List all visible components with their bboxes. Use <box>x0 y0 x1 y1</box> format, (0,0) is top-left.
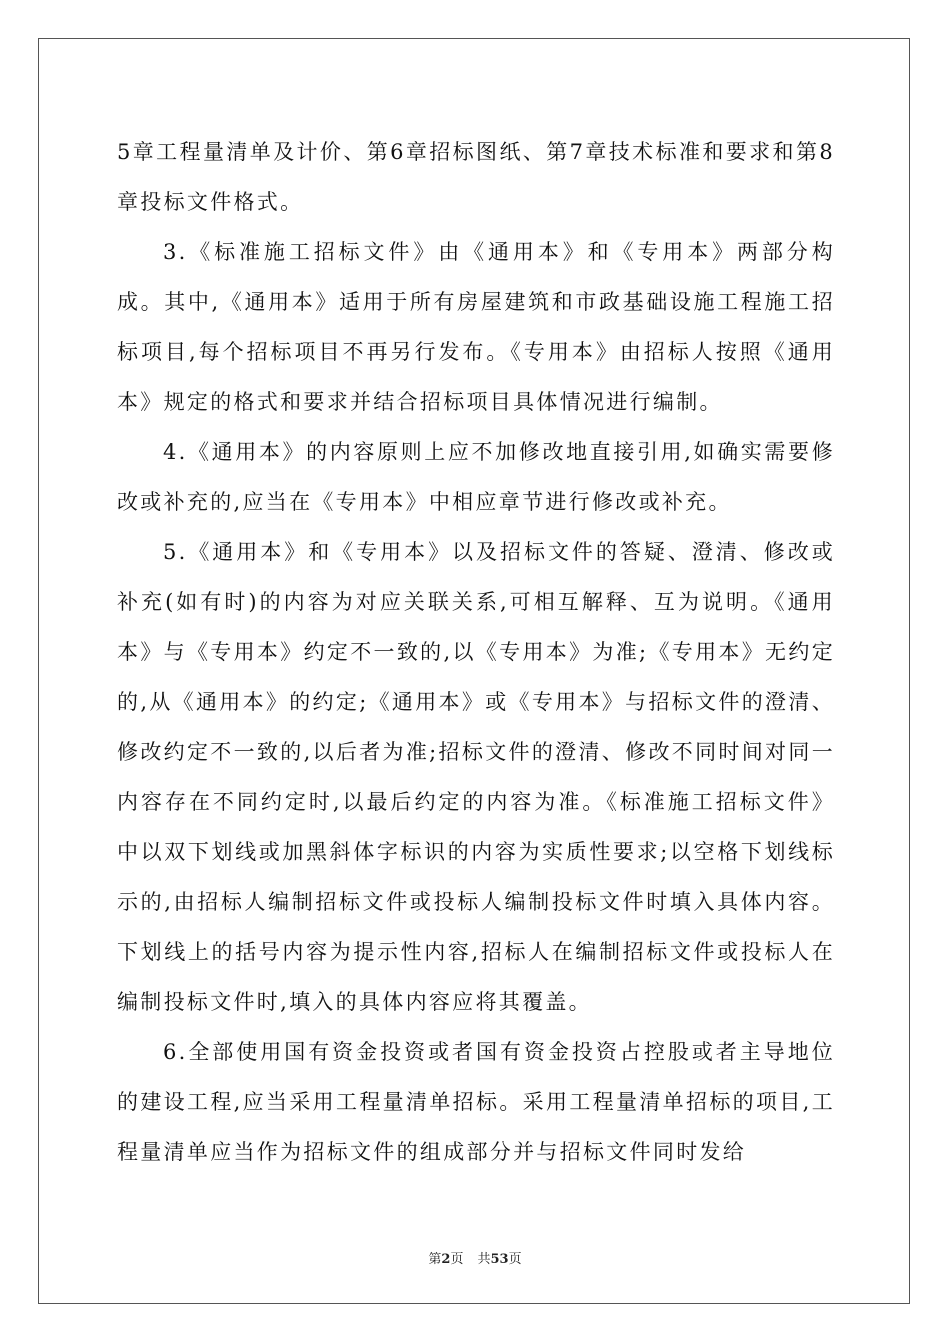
paragraph-item-4: 4.《通用本》的内容原则上应不加修改地直接引用,如确实需要修改或补充的,应当在《专用本》中相应章节进行修改或补充。 <box>117 440 835 514</box>
current-page-number: 2 <box>441 1252 451 1267</box>
page-footer <box>0 1248 950 1267</box>
total-page-count: 53 <box>490 1252 509 1267</box>
document-body <box>117 127 835 1177</box>
paragraph-item-3: 3.《标准施工招标文件》由《通用本》和《专用本》两部分构成。其中,《通用本》适用于所有房屋建筑和市政基础设施工程施工招标项目,每个招标项目不再另行发布。《专用本》由招标人按照《通用本》规定的格式和要求并结合招标项目具体情况进行编制。 <box>117 240 835 414</box>
paragraph-continuation: 5章工程量清单及计价、第6章招标图纸、第7章技术标准和要求和第8章投标文件格式。 <box>117 140 835 214</box>
page-prefix: 第 <box>428 1252 442 1267</box>
paragraph-item-6: 6.全部使用国有资金投资或者国有资金投资占控股或者主导地位的建设工程,应当采用工程量清单招标。采用工程量清单招标的项目,工程量清单应当作为招标文件的组成部分并与招标文件同时发给 <box>117 1040 835 1164</box>
total-prefix: 共 <box>477 1252 491 1267</box>
page-suffix: 页 <box>450 1252 464 1267</box>
total-suffix: 页 <box>508 1252 522 1267</box>
paragraph-item-5: 5.《通用本》和《专用本》以及招标文件的答疑、澄清、修改或补充(如有时)的内容为对应关联关系,可相互解释、互为说明。《通用本》与《专用本》约定不一致的,以《专用本》为准;《专用本》无约定的,从《通用本》的约定;《通用本》或《专用本》与招标文件的澄清、修改约定不一致的,以后者为准;招标文件的澄清、修改不同时间对同一内容存在不同约定时,以最后约定的内容为准。《标准施工招标文件》中以双下划线或加黑斜体字标识的内容为实质性要求;以空格下划线标示的,由招标人编制招标文件或投标人编制投标文件时填入具体内容。下划线上的括号内容为提示性内容,招标人在编制招标文件或投标人在编制投标文件时,填入的具体内容应将其覆盖。 <box>117 540 835 1014</box>
